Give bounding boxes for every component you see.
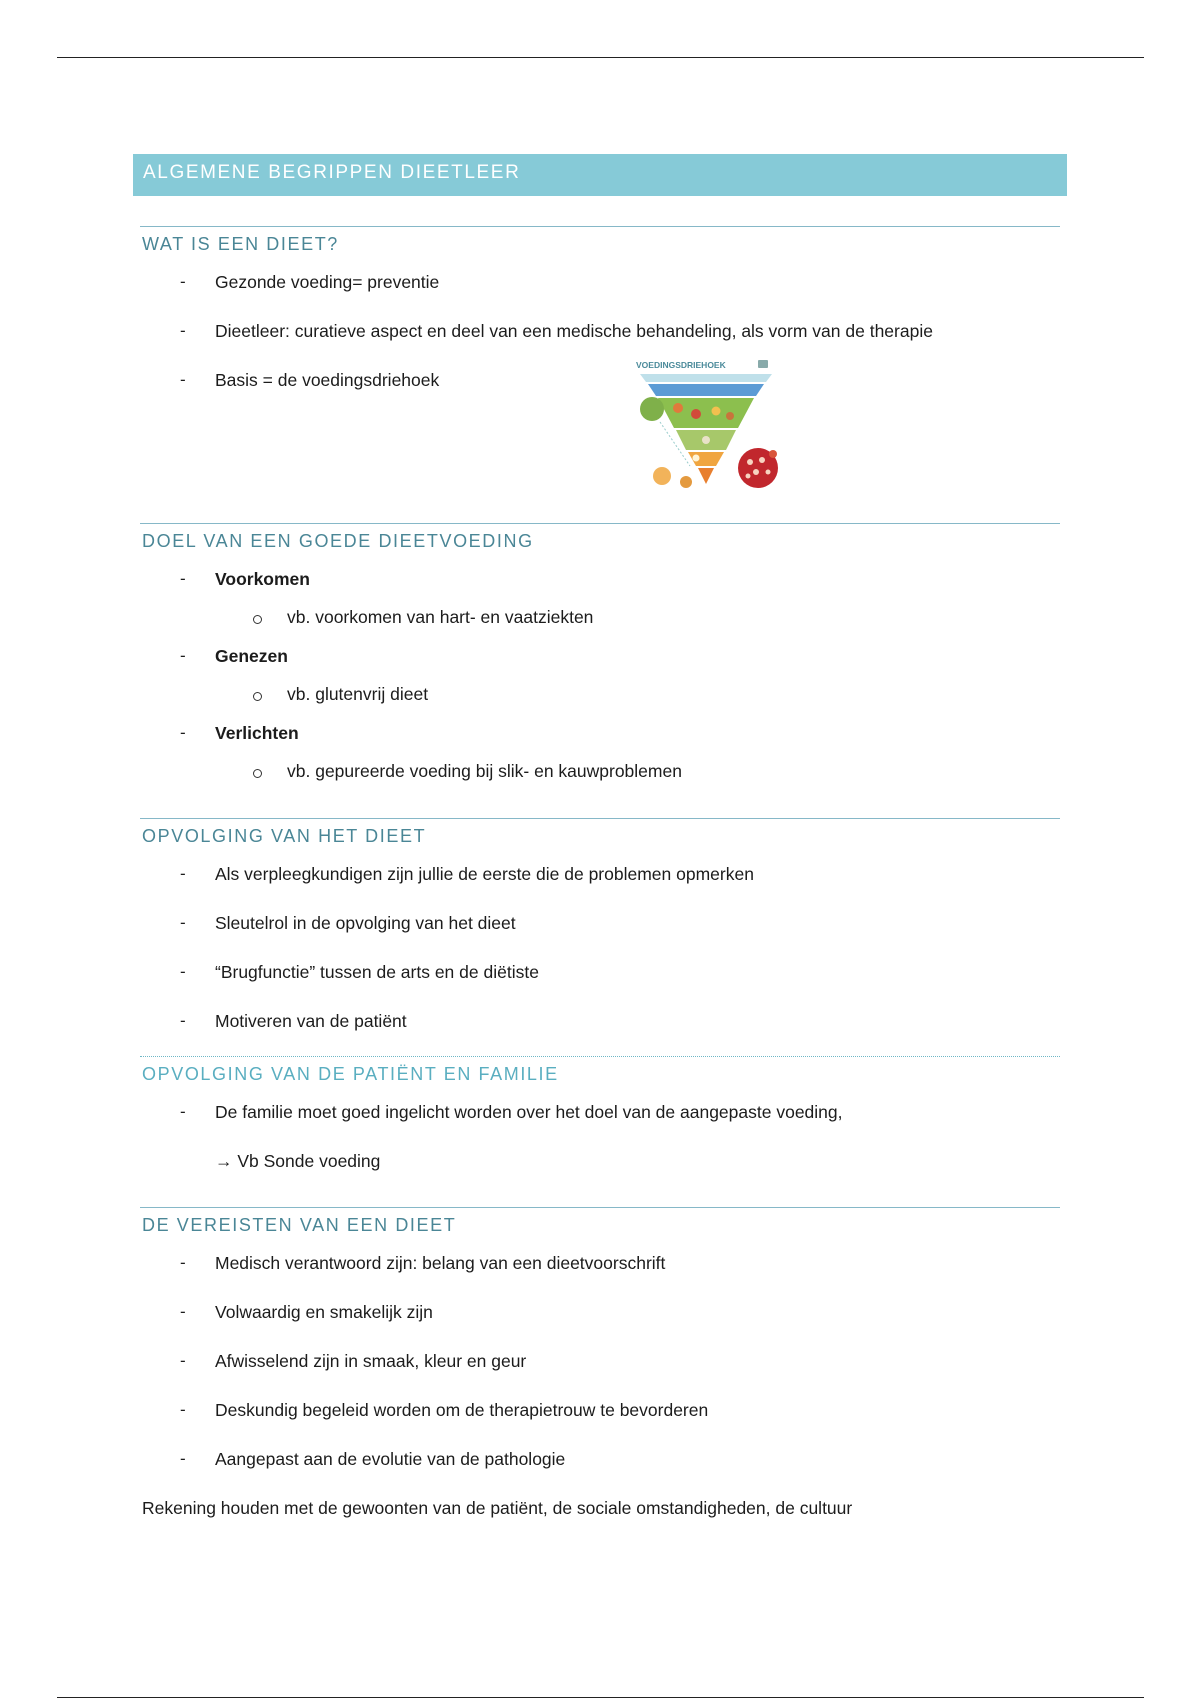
list-marker: -: [180, 321, 186, 340]
list-item: Genezen: [215, 646, 288, 666]
food-pyramid-image: [630, 356, 782, 496]
note-text: → Vb Sonde voeding: [215, 1151, 381, 1171]
list-item: Gezonde voeding= preventie: [215, 272, 440, 292]
list-item: Als verpleegkundigen zijn jullie de eerste die de problemen opmerken: [215, 864, 754, 884]
list-marker: -: [180, 913, 186, 932]
sub-bullet: [253, 615, 262, 624]
list-marker: -: [180, 1400, 186, 1419]
footer-rule: [57, 1697, 1144, 1698]
list-item: Dieetleer: curatieve aspect en deel van een medische behandeling, als vorm van de therapie: [215, 321, 933, 341]
section-title: OPVOLGING VAN HET DIEET: [142, 826, 427, 846]
sub-bullet: [253, 769, 262, 778]
list-marker: -: [180, 1351, 186, 1370]
header-rule: [57, 57, 1144, 58]
list-item: Verlichten: [215, 723, 299, 743]
list-marker: -: [180, 864, 186, 883]
list-item: Afwisselend zijn in smaak, kleur en geur: [215, 1351, 527, 1371]
list-item: Deskundig begeleid worden om de therapietrouw te bevorderen: [215, 1400, 709, 1420]
list-marker: -: [180, 723, 186, 742]
list-item: Basis = de voedingsdriehoek: [215, 370, 440, 390]
list-item: Sleutelrol in de opvolging van het dieet: [215, 913, 516, 933]
section-title: DE VEREISTEN VAN EEN DIEET: [142, 1215, 457, 1235]
list-item: De familie moet goed ingelicht worden over het doel van de aangepaste voeding,: [215, 1102, 843, 1122]
section-rule: [140, 818, 1060, 819]
food-pyramid-label: VOEDINGSDRIEHOEK: [636, 360, 726, 370]
list-marker: -: [180, 1253, 186, 1272]
section-rule: [140, 1207, 1060, 1208]
list-marker: -: [180, 370, 186, 389]
list-marker: -: [180, 1449, 186, 1468]
section-title: OPVOLGING VAN DE PATIËNT EN FAMILIE: [142, 1064, 559, 1084]
list-marker: -: [180, 1011, 186, 1030]
sub-list-item: vb. glutenvrij dieet: [287, 684, 429, 704]
chapter-banner: ALGEMENE BEGRIPPEN DIEETLEER: [133, 154, 1067, 196]
list-marker: -: [180, 569, 186, 588]
section-title: WAT IS EEN DIEET?: [142, 234, 339, 254]
list-item: Volwaardig en smakelijk zijn: [215, 1302, 433, 1322]
sub-list-item: vb. gepureerde voeding bij slik- en kauwproblemen: [287, 761, 682, 781]
section-title: DOEL VAN EEN GOEDE DIEETVOEDING: [142, 531, 534, 551]
closing-paragraph: Rekening houden met de gewoonten van de patiënt, de sociale omstandigheden, de cultuur: [142, 1498, 853, 1518]
list-marker: -: [180, 1302, 186, 1321]
sub-list-item: vb. voorkomen van hart- en vaatziekten: [287, 607, 594, 627]
section-rule: [140, 226, 1060, 227]
list-item: “Brugfunctie” tussen de arts en de diëtiste: [215, 962, 539, 982]
list-item: Voorkomen: [215, 569, 310, 589]
list-marker: -: [180, 646, 186, 665]
list-item: Aangepast aan de evolutie van de pathologie: [215, 1449, 566, 1469]
list-marker: -: [180, 272, 186, 291]
sub-bullet: [253, 692, 262, 701]
list-item: Medisch verantwoord zijn: belang van een dieetvoorschrift: [215, 1253, 666, 1273]
list-item: Motiveren van de patiënt: [215, 1011, 407, 1031]
list-marker: -: [180, 1102, 186, 1121]
section-rule: [140, 1056, 1060, 1057]
section-rule: [140, 523, 1060, 524]
list-marker: -: [180, 962, 186, 981]
